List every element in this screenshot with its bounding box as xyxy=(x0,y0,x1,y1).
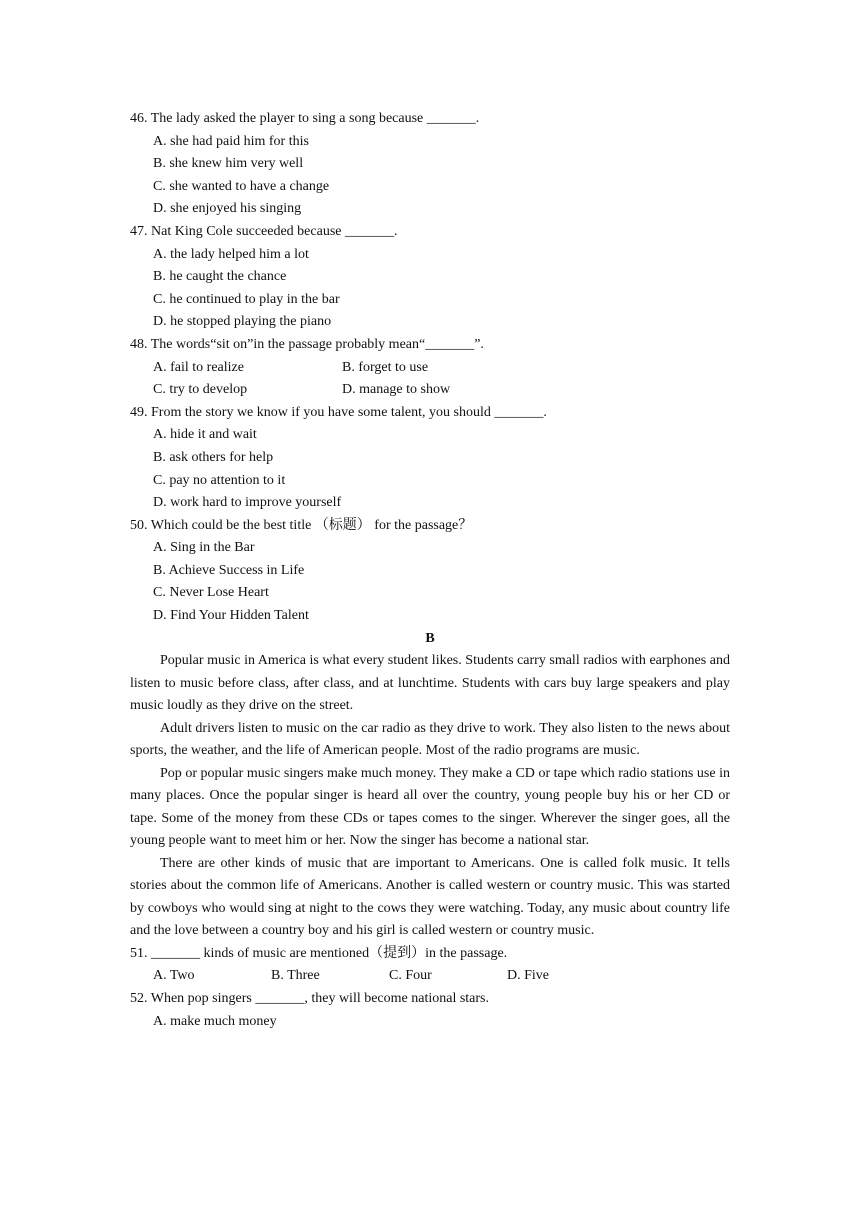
question-52-stem: 52. When pop singers _______, they will become national stars. xyxy=(130,990,490,1006)
q46-option-b: B. she knew him very well xyxy=(153,156,304,172)
passage-paragraph-1: Popular music in America is what every student likes. Students carry small radios with earphones and listen to music before class, after class, and at lunchtime. Students with cars buy large speakers and play music loudly as they drive on the street. xyxy=(130,653,730,714)
q48-option-a: A. fail to realize xyxy=(153,359,244,375)
question-48-stem: 48. The words“sit on”in the passage probably mean“_______”. xyxy=(130,336,484,352)
q50-option-d: D. Find Your Hidden Talent xyxy=(153,608,309,624)
passage-paragraph-4: There are other kinds of music that are important to Americans. One is called folk music. It tells stories about the common life of Americans. Another is called western or country music. This was started by cowboys who would sing at night to the cows they were watching. Today, any music about country life and the love between a country boy and his girl is called western or country music. xyxy=(130,855,730,939)
q48-option-d: D. manage to show xyxy=(342,382,451,398)
exam-page xyxy=(130,108,730,1033)
q49-option-b: B. ask others for help xyxy=(153,449,274,465)
q52-option-a: A. make much money xyxy=(153,1013,277,1029)
q51-options-row xyxy=(130,965,730,988)
section-b-title: B xyxy=(425,630,435,646)
q50-option-b: B. Achieve Success in Life xyxy=(153,562,305,578)
q51-option-c: C. Four xyxy=(389,968,432,984)
q47-option-a: A. the lady helped him a lot xyxy=(153,246,309,262)
passage-paragraph-3: Pop or popular music singers make much money. They make a CD or tape which radio stations use in many places. Once the popular singer is heard all over the country, young people buy his or her CD or tape. Some of the money from these CDs or tapes comes to the singer. Wherever the singer goes, all the young people want to meet him or her. Now the singer has become a national star. xyxy=(130,765,730,849)
q51-option-b: B. Three xyxy=(271,968,320,984)
q48-options-row-1 xyxy=(130,357,730,380)
q48-option-b: B. forget to use xyxy=(342,359,429,375)
q47-option-c: C. he continued to play in the bar xyxy=(153,291,340,307)
q49-option-a: A. hide it and wait xyxy=(153,427,257,443)
question-50-stem: 50. Which could be the best title （标题） for the passage？ xyxy=(130,517,473,533)
q47-option-b: B. he caught the chance xyxy=(153,269,287,285)
passage-paragraph-2: Adult drivers listen to music on the car radio as they drive to work. They also listen to the news about sports, the weather, and the life of American people. Most of the radio programs are music. xyxy=(130,720,730,759)
q46-option-c: C. she wanted to have a change xyxy=(153,178,330,194)
q51-option-d: D. Five xyxy=(507,968,549,984)
q49-option-d: D. work hard to improve yourself xyxy=(153,495,342,511)
q48-option-c: C. try to develop xyxy=(153,382,248,398)
q47-option-d: D. he stopped playing the piano xyxy=(153,314,332,330)
question-46-stem: 46. The lady asked the player to sing a song because _______. xyxy=(130,111,480,126)
q48-options-row-2 xyxy=(130,379,730,402)
q51-option-a: A. Two xyxy=(153,968,195,984)
question-49-stem: 49. From the story we know if you have some talent, you should _______. xyxy=(130,404,547,420)
q50-option-c: C. Never Lose Heart xyxy=(153,585,269,601)
q50-option-a: A. Sing in the Bar xyxy=(153,540,255,556)
q49-option-c: C. pay no attention to it xyxy=(153,472,286,488)
q46-option-a: A. she had paid him for this xyxy=(153,133,309,149)
question-47-stem: 47. Nat King Cole succeeded because _______. xyxy=(130,223,398,239)
q46-option-d: D. she enjoyed his singing xyxy=(153,201,302,217)
question-51-stem: 51. _______ kinds of music are mentioned（提到）in the passage. xyxy=(130,945,508,961)
